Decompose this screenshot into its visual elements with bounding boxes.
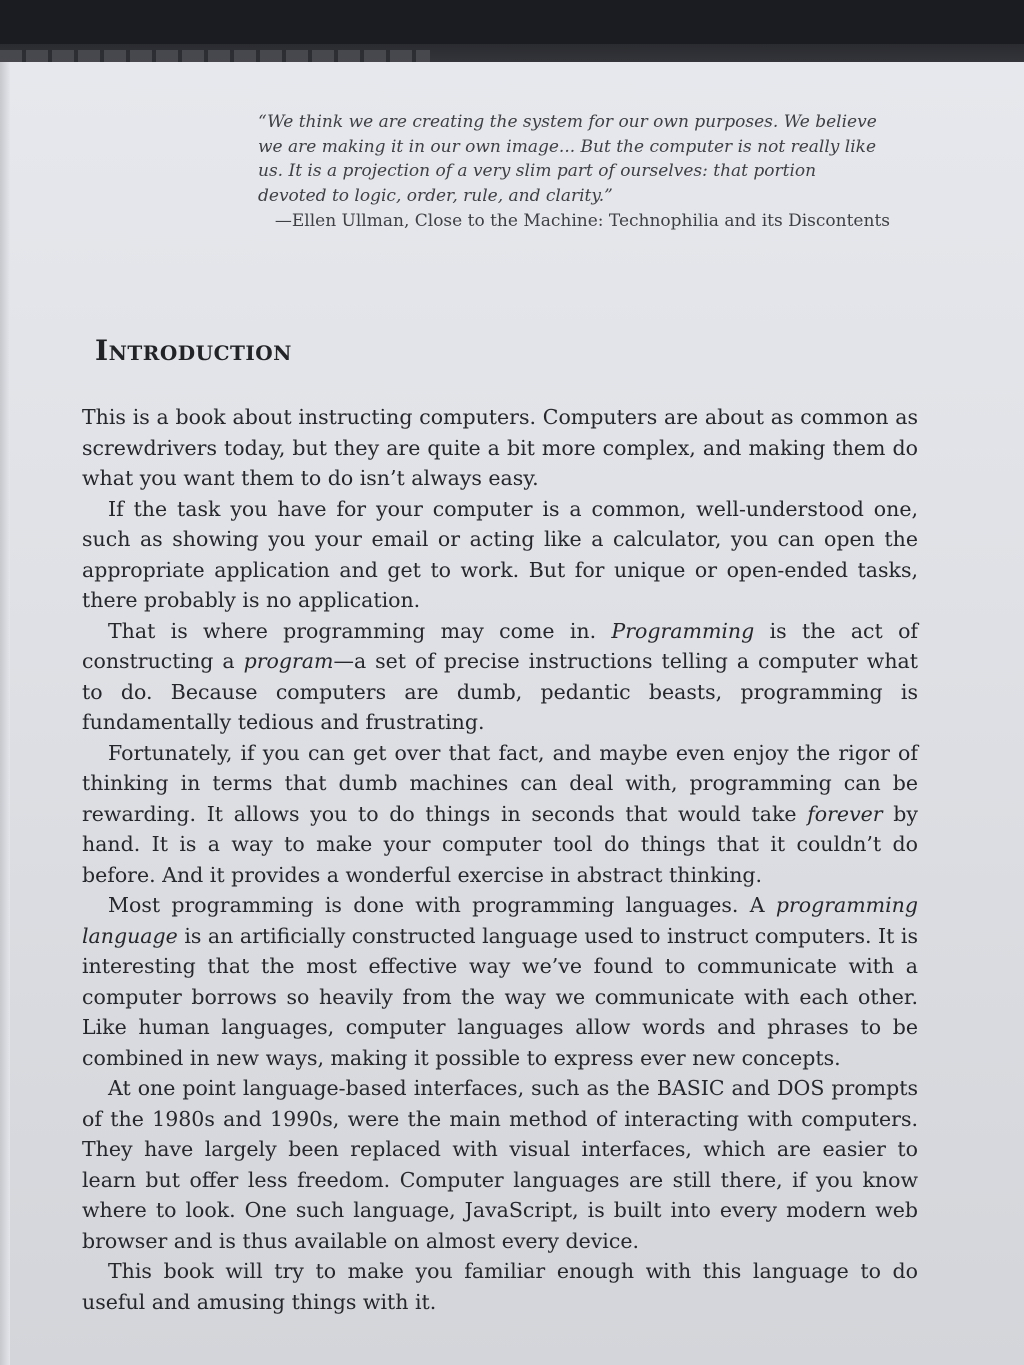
- epigraph-attribution: —Ellen Ullman, Close to the Machine: Technophilia and its Discontents: [274, 211, 890, 231]
- paragraph-4: [82, 738, 918, 891]
- paragraph-3-part-b: is the act of constructing a: [82, 618, 918, 673]
- term-program: program: [243, 649, 334, 673]
- paragraph-1: This is a book about instructing computers. Computers are about as common as screwdrivers today, but they are quite a bit more complex, and making them do what you want them to do isn’t always easy.: [82, 405, 918, 490]
- page-left-edge: [0, 62, 10, 1365]
- term-programming: Programming: [611, 618, 755, 643]
- paragraph-5: [82, 890, 918, 1073]
- paragraph-3: [82, 616, 918, 738]
- paragraph-4-part-b: by hand. It is a way to make your computer tool do things that it couldn’t do before. And it provides a wonderful exercise in abstract thinking.: [82, 801, 918, 887]
- paragraph-6: At one point language-based interfaces, such as the BASIC and DOS prompts of the 1980s and 1990s, were the main method of interacting with computers. They have largely been replaced with visual interfaces, which are easier to learn but offer less freedom. Computer languages are still there, if you know where to look. One such language, JavaScript, is built into every modern web browser and is thus available on almost every device.: [82, 1076, 918, 1253]
- epigraph-quote: “We think we are creating the system for our own purposes. We believe we are making it in our own image... But the computer is not really like us. It is a projection of a very slim part of ourselves: that portion devoted to logic, order, rule, and clarity.”: [258, 112, 877, 206]
- emphasis-forever: forever: [807, 801, 883, 826]
- paragraph-4-part-a: Fortunately, if you can get over that fact, and maybe even enjoy the rigor of thinking in terms that dumb machines can deal with, programming can be rewarding. It allows you to do things in seconds that would take: [82, 740, 918, 826]
- paragraph-5-part-a: Most programming is done with programming languages. A: [108, 893, 776, 917]
- epigraph: [258, 110, 890, 233]
- paragraph-2: If the task you have for your computer is a common, well-understood one, such as showing you your email or acting like a calculator, you can open the appropriate application and get to work. But for unique or open-ended tasks, there probably is no application.: [82, 496, 918, 612]
- chapter-body: [82, 402, 918, 1317]
- term-programming-language: programming language: [82, 893, 918, 948]
- paragraph-7: This book will try to make you familiar enough with this language to do useful and amusing things with it.: [82, 1259, 918, 1314]
- paragraph-3-part-c: —a set of precise instructions telling a computer what to do. Because computers are dumb, pedantic beasts, programming is fundamentally tedious and frustrating.: [82, 649, 918, 734]
- paragraph-3-part-a: That is where programming may come in.: [108, 618, 612, 643]
- paragraph-5-part-b: is an artificially constructed language used to instruct computers. It is interesting that the most effective way we’ve found to communicate with a computer borrows so heavily from the way we communicate with each other. Like human languages, computer languages allow words and phrases to be combined in new ways, making it possible to express ever new concepts.: [82, 923, 918, 1070]
- chapter-title: Introduction: [95, 334, 292, 367]
